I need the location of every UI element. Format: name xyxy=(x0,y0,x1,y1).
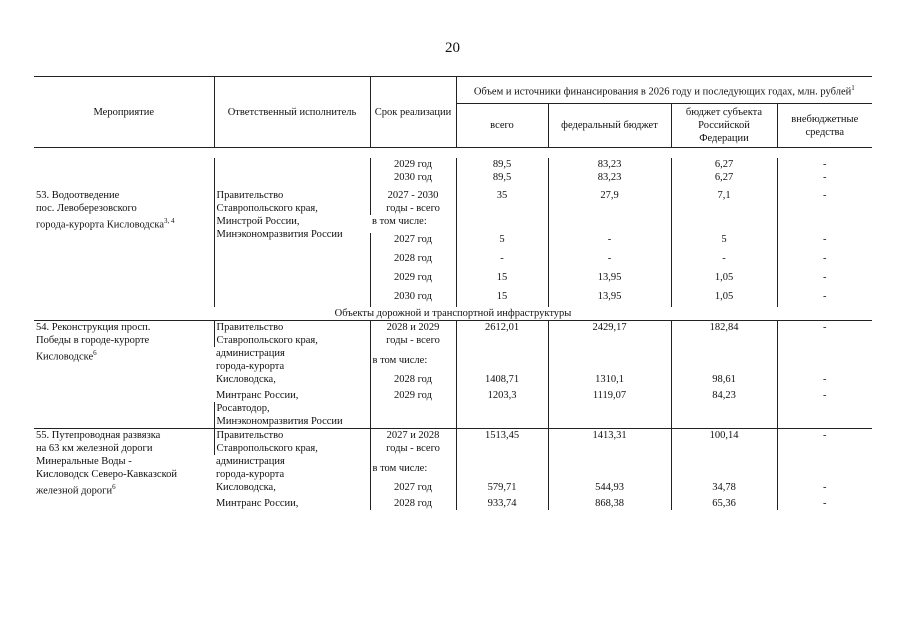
header-federal: федеральный бюджет xyxy=(548,104,671,148)
table-row: 53. Водоотведение пос. Левоберезовского города-курорта Кисловодска$^{3, 4}$ Правительство Ставропольского края, Минстрой России, Минэкономразвития России 2027 - 2030 годы - всего 35 27,9 7,1 - xyxy=(34,189,872,215)
table-row: Минтранс России, 2028 год 933,74 868,38 65,36 - xyxy=(34,497,872,510)
header-total: всего xyxy=(456,104,548,148)
header-offbudget: внебюджетные средства xyxy=(777,104,872,148)
section-title: Объекты дорожной и транспортной инфраструктуры xyxy=(334,308,572,319)
table-row: администрация города-курорта в том числе: xyxy=(34,347,872,373)
table-row: Минтранс России, 2029 год 1203,3 1119,07 84,23 - xyxy=(34,389,872,402)
table-row: 54. Реконструкция просп. Победы в городе-курорте Кисловодске$^6$ Правительство Ставропольского края, 2028 и 2029 годы - всего 2612,01 2429,17 182,84 - xyxy=(34,321,872,348)
page-number: 20 xyxy=(445,40,460,56)
table-row: Кисловодска, 2028 год 1408,71 1310,1 98,61 - xyxy=(34,373,872,389)
item55-name: 55. Путепроводная развязка на 63 км железной дороги Минеральные Воды - Кисловодск Северо-Кавказской железной дороги$^6$ xyxy=(34,429,214,511)
header-executor: Ответственный исполнитель xyxy=(214,77,370,148)
header-event: Мероприятие xyxy=(34,77,214,148)
financing-table xyxy=(34,76,872,510)
item54-name: 54. Реконструкция просп. Победы в городе-курорте Кисловодске$^6$ xyxy=(34,321,214,403)
table-row: 2027 год 5 - 5 - xyxy=(34,233,872,252)
table-row: Кисловодска, 2027 год 579,71 544,93 34,78 - xyxy=(34,481,872,497)
table-row: 2029 год 89,5 83,23 6,27 - xyxy=(34,158,872,171)
table-row: 2030 год 89,5 83,23 6,27 - xyxy=(34,171,872,189)
header-regional: бюджет субъекта Российской Федерации xyxy=(671,104,777,148)
item53-executor: Правительство Ставропольского края, Минстрой России, Минэкономразвития России xyxy=(214,189,370,252)
table-row: 2028 год - - - - xyxy=(34,252,872,271)
table-row: администрация города-курорта в том числе: xyxy=(34,455,872,481)
header-financing: Объем и источники финансирования в 2026 году и последующих годах, млн. рублей$^1$ xyxy=(456,77,872,104)
table-row: Росавтодор, Минэкономразвития России xyxy=(34,402,872,429)
item53-name: 53. Водоотведение пос. Левоберезовского города-курорта Кисловодска$^{3, 4}$ xyxy=(36,190,175,231)
section-row xyxy=(34,307,872,321)
table-row: 2029 год 15 13,95 1,05 - xyxy=(34,271,872,290)
table-row: 55. Путепроводная развязка на 63 км железной дороги Минеральные Воды - Кисловодск Северо-Кавказской железной дороги$^6$ Правительство Ставропольского края, 2027 и 2028 годы - всего 1513,45 1413,31 100,14 - xyxy=(34,429,872,456)
header-term: Срок реализации xyxy=(370,77,456,148)
table-row: 2030 год 15 13,95 1,05 - xyxy=(34,290,872,307)
table-row: в том числе: xyxy=(34,215,872,233)
